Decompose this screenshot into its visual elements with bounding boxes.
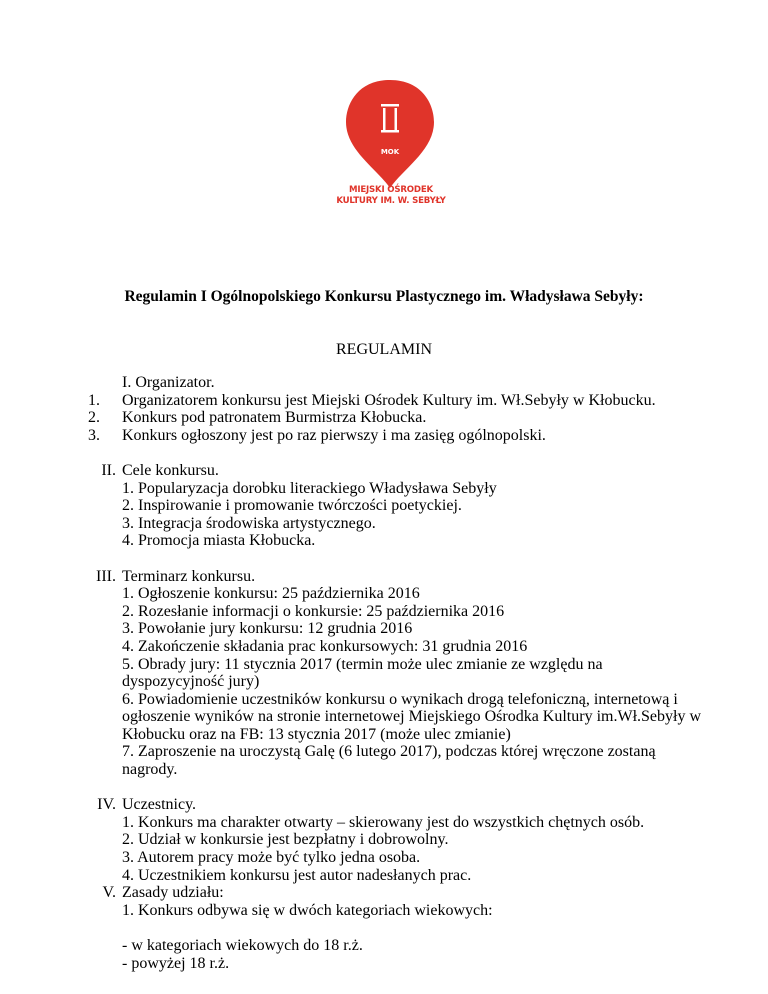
document-body — [88, 374, 708, 972]
list-item: 1. Ogłoszenie konkursu: 25 października 2016 — [122, 585, 420, 603]
list-item: 2. Konkurs pod patronatem Burmistrza Kłobucka. — [88, 409, 427, 427]
list-item: 3. Autorem pracy może być tylko jedna osoba. — [122, 849, 421, 867]
section-heading: II. Cele konkursu. — [101, 461, 219, 479]
list-item: 4. Uczestnikiem konkursu jest autor nadesłanych prac. — [122, 866, 472, 884]
list-item: 3. Integracja środowiska artystycznego. — [122, 514, 376, 532]
list-item: 4. Zakończenie składania prac konkursowych: 31 grudnia 2016 — [122, 637, 528, 655]
section-heading: IV. Uczestnicy. — [97, 796, 197, 814]
list-item: 7. Zaproszenie na uroczystą Galę (6 lutego 2017), podczas której wręczone zostaną nagrody. — [122, 743, 656, 779]
list-item: 2. Udział w konkursie jest bezpłatny i dobrowolny. — [122, 831, 449, 849]
list-item: 1. Organizatorem konkursu jest Miejski Ośrodek Kultury im. Wł.Sebyły w Kłobucku. — [88, 391, 656, 409]
logo-line-1: MIEJSKI OŚRODEK — [349, 185, 433, 195]
list-item: 1. Konkurs ma charakter otwarty – skierowany jest do wszystkich chętnych osób. — [122, 813, 645, 831]
category-item: - powyżej 18 r.ż. — [122, 954, 230, 972]
list-item: 2. Rozesłanie informacji o konkursie: 25 października 2016 — [122, 602, 505, 620]
logo-line-2: KULTURY IM. W. SEBYŁY — [336, 196, 446, 206]
list-item: 1. Popularyzacja dorobku literackiego Władysława Sebyły — [122, 479, 497, 497]
list-item: 1. Konkurs odbywa się w dwóch kategoriach wiekowych: — [122, 901, 493, 919]
category-item: - w kategoriach wiekowych do 18 r.ż. — [122, 937, 363, 954]
list-item: 2. Inspirowanie i promowanie twórczości poetyckiej. — [122, 497, 462, 515]
list-item: 3. Powołanie jury konkursu: 12 grudnia 2016 — [122, 620, 413, 638]
document-subtitle: REGULAMIN — [336, 341, 432, 358]
section-heading: III. Terminarz konkursu. — [96, 567, 256, 585]
logo-text — [316, 185, 466, 207]
section-heading: V. Zasady udziału: — [102, 884, 224, 902]
list-item: 4. Promocja miasta Kłobucka. — [122, 532, 316, 550]
svg-text:MOK: MOK — [380, 148, 400, 156]
list-item: 6. Powiadomienie uczestników konkursu o wynikach drogą telefoniczną, internetową i ogłoszenie wyników na stronie internetowej Miejskiego Ośrodka Kultury im.Wł.Sebyły w Kłobucku oraz na FB: 13 stycznia 2017 (może ulec zmianie) — [122, 690, 702, 743]
list-item: 3. Konkurs ogłoszony jest po raz pierwszy i ma zasięg ogólnopolski. — [88, 426, 546, 444]
section-heading: I. Organizator. — [122, 374, 215, 391]
list-item: 5. Obrady jury: 11 stycznia 2017 (termin może ulec zmianie ze względu na dyspozycyjność jury) — [122, 655, 603, 691]
document-title: Regulamin I Ogólnopolskiego Konkursu Plastycznego im. Władysława Sebyły: — [124, 288, 644, 305]
